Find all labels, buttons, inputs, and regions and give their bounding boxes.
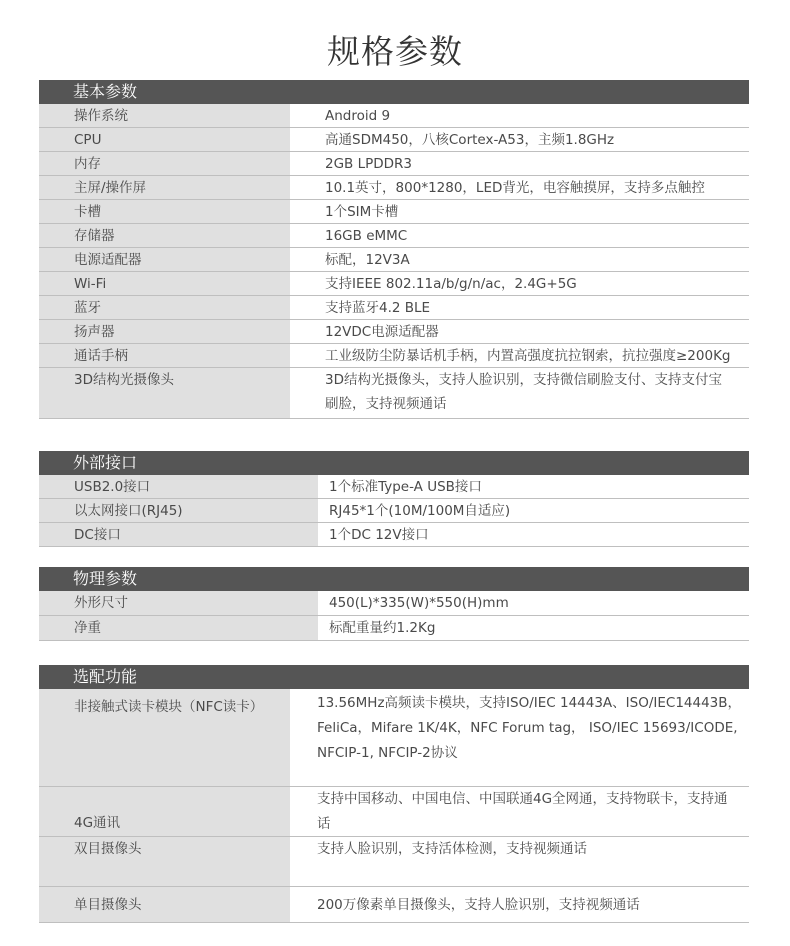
spec-label: 扬声器: [39, 320, 291, 343]
spec-label: 电源适配器: [39, 248, 291, 271]
spec-value-line: NFCIP-1, NFCIP-2协议: [317, 745, 458, 761]
spec-label: 通话手柄: [39, 344, 291, 367]
spec-row: [39, 272, 749, 296]
spec-value: [291, 296, 749, 319]
spec-value-line: 标配，12V3A: [325, 252, 410, 268]
section-header: 外部接口: [39, 451, 749, 475]
spec-value-line: 支持人脸识别，支持活体检测，支持视频通话: [317, 841, 587, 857]
spec-value: [319, 591, 749, 615]
spec-label: Wi-Fi: [39, 272, 291, 295]
spec-value-line: RJ45*1个(10M/100M自适应): [329, 503, 511, 519]
spec-value: [291, 248, 749, 271]
spec-value: [319, 499, 749, 522]
spec-label: 内存: [39, 152, 291, 175]
spec-label: 操作系统: [39, 104, 291, 127]
section-header: 基本参数: [39, 80, 749, 104]
spec-value-line: 支持蓝牙4.2 BLE: [325, 300, 431, 316]
spec-value-line: 10.1英寸，800*1280，LED背光，电容触摸屏，支持多点触控: [325, 180, 705, 196]
spec-label: 双目摄像头: [39, 837, 291, 886]
spec-label: 净重: [39, 616, 319, 640]
spec-value-line: 1个SIM卡槽: [325, 204, 399, 220]
spec-value-line: 刷脸，支持视频通话: [325, 396, 447, 412]
spec-row: [39, 104, 749, 128]
spec-label: USB2.0接口: [39, 475, 319, 498]
spec-row: [39, 837, 749, 887]
spec-label: 存储器: [39, 224, 291, 247]
spec-label: CPU: [39, 128, 291, 151]
spec-row: [39, 787, 749, 837]
spec-value: [291, 887, 749, 922]
spec-row: [39, 320, 749, 344]
spec-value: [291, 176, 749, 199]
spec-row: [39, 523, 749, 547]
spec-value-line: 1个标准Type-A USB接口: [329, 479, 482, 495]
spec-label: 单目摄像头: [39, 887, 291, 922]
section-header: 选配功能: [39, 665, 749, 689]
spec-value-line: 高通SDM450，八核Cortex-A53，主频1.8GHz: [325, 132, 615, 148]
spec-row: [39, 616, 749, 641]
spec-section: [39, 451, 749, 547]
spec-section: [39, 567, 749, 641]
spec-label: DC接口: [39, 523, 319, 546]
spec-value-line: Android 9: [325, 108, 391, 124]
spec-value-line: 支持IEEE 802.11a/b/g/n/ac，2.4G+5G: [325, 276, 577, 292]
spec-value: [291, 272, 749, 295]
spec-row: [39, 591, 749, 616]
spec-value-line: 话: [317, 816, 331, 832]
spec-value: [291, 837, 749, 886]
spec-label: 主屏/操作屏: [39, 176, 291, 199]
spec-value: [291, 104, 749, 127]
spec-value-line: 12VDC电源适配器: [325, 324, 439, 340]
spec-value: [291, 368, 749, 418]
spec-value-line: 1个DC 12V接口: [329, 527, 429, 543]
spec-row: [39, 224, 749, 248]
spec-label: 4G通讯: [39, 787, 291, 836]
spec-row: [39, 248, 749, 272]
spec-section: [39, 665, 749, 923]
spec-label: 蓝牙: [39, 296, 291, 319]
page-title: 规格参数: [327, 32, 463, 71]
spec-value: [291, 689, 749, 786]
spec-value-line: 3D结构光摄像头，支持人脸识别，支持微信刷脸支付、支持支付宝: [325, 372, 722, 388]
spec-label: 外形尺寸: [39, 591, 319, 615]
spec-value-line: 13.56MHz高频读卡模块，支持ISO/IEC 14443A、ISO/IEC14443B，: [317, 695, 742, 711]
spec-label: 以太网接口(RJ45): [39, 499, 319, 522]
spec-value: [319, 475, 749, 498]
spec-section: [39, 80, 749, 419]
spec-value-line: 450(L)*335(W)*550(H)mm: [329, 595, 509, 611]
spec-row: [39, 152, 749, 176]
spec-value: [291, 320, 749, 343]
spec-row: [39, 368, 749, 419]
spec-label: 卡槽: [39, 200, 291, 223]
spec-label: 3D结构光摄像头: [39, 368, 291, 418]
spec-row: [39, 200, 749, 224]
spec-value: [291, 200, 749, 223]
spec-row: [39, 499, 749, 523]
spec-row: [39, 176, 749, 200]
spec-value-line: 200万像素单目摄像头，支持人脸识别，支持视频通话: [317, 897, 640, 913]
spec-value: [291, 128, 749, 151]
spec-row: [39, 128, 749, 152]
spec-row: [39, 887, 749, 923]
spec-row: [39, 475, 749, 499]
spec-value: [291, 344, 749, 367]
spec-value: [291, 787, 749, 836]
spec-row: [39, 689, 749, 787]
spec-row: [39, 344, 749, 368]
spec-value-line: 工业级防尘防暴话机手柄，内置高强度抗拉钢索，抗拉强度≥200Kg: [325, 348, 731, 364]
spec-value: [291, 224, 749, 247]
spec-value: [291, 152, 749, 175]
spec-value: [319, 523, 749, 546]
spec-row: [39, 296, 749, 320]
spec-value-line: 16GB eMMC: [325, 228, 408, 244]
spec-value-line: 支持中国移动、中国电信、中国联通4G全网通，支持物联卡，支持通: [317, 791, 728, 807]
spec-value-line: 标配重量约1.2Kg: [329, 620, 436, 636]
section-header: 物理参数: [39, 567, 749, 591]
spec-label: 非接触式读卡模块（NFC读卡）: [39, 689, 291, 786]
spec-value-line: FeliCa，Mifare 1K/4K，NFC Forum tag， ISO/IEC 15693/ICODE,: [317, 720, 738, 736]
spec-value-line: 2GB LPDDR3: [325, 156, 413, 172]
spec-value: [319, 616, 749, 640]
